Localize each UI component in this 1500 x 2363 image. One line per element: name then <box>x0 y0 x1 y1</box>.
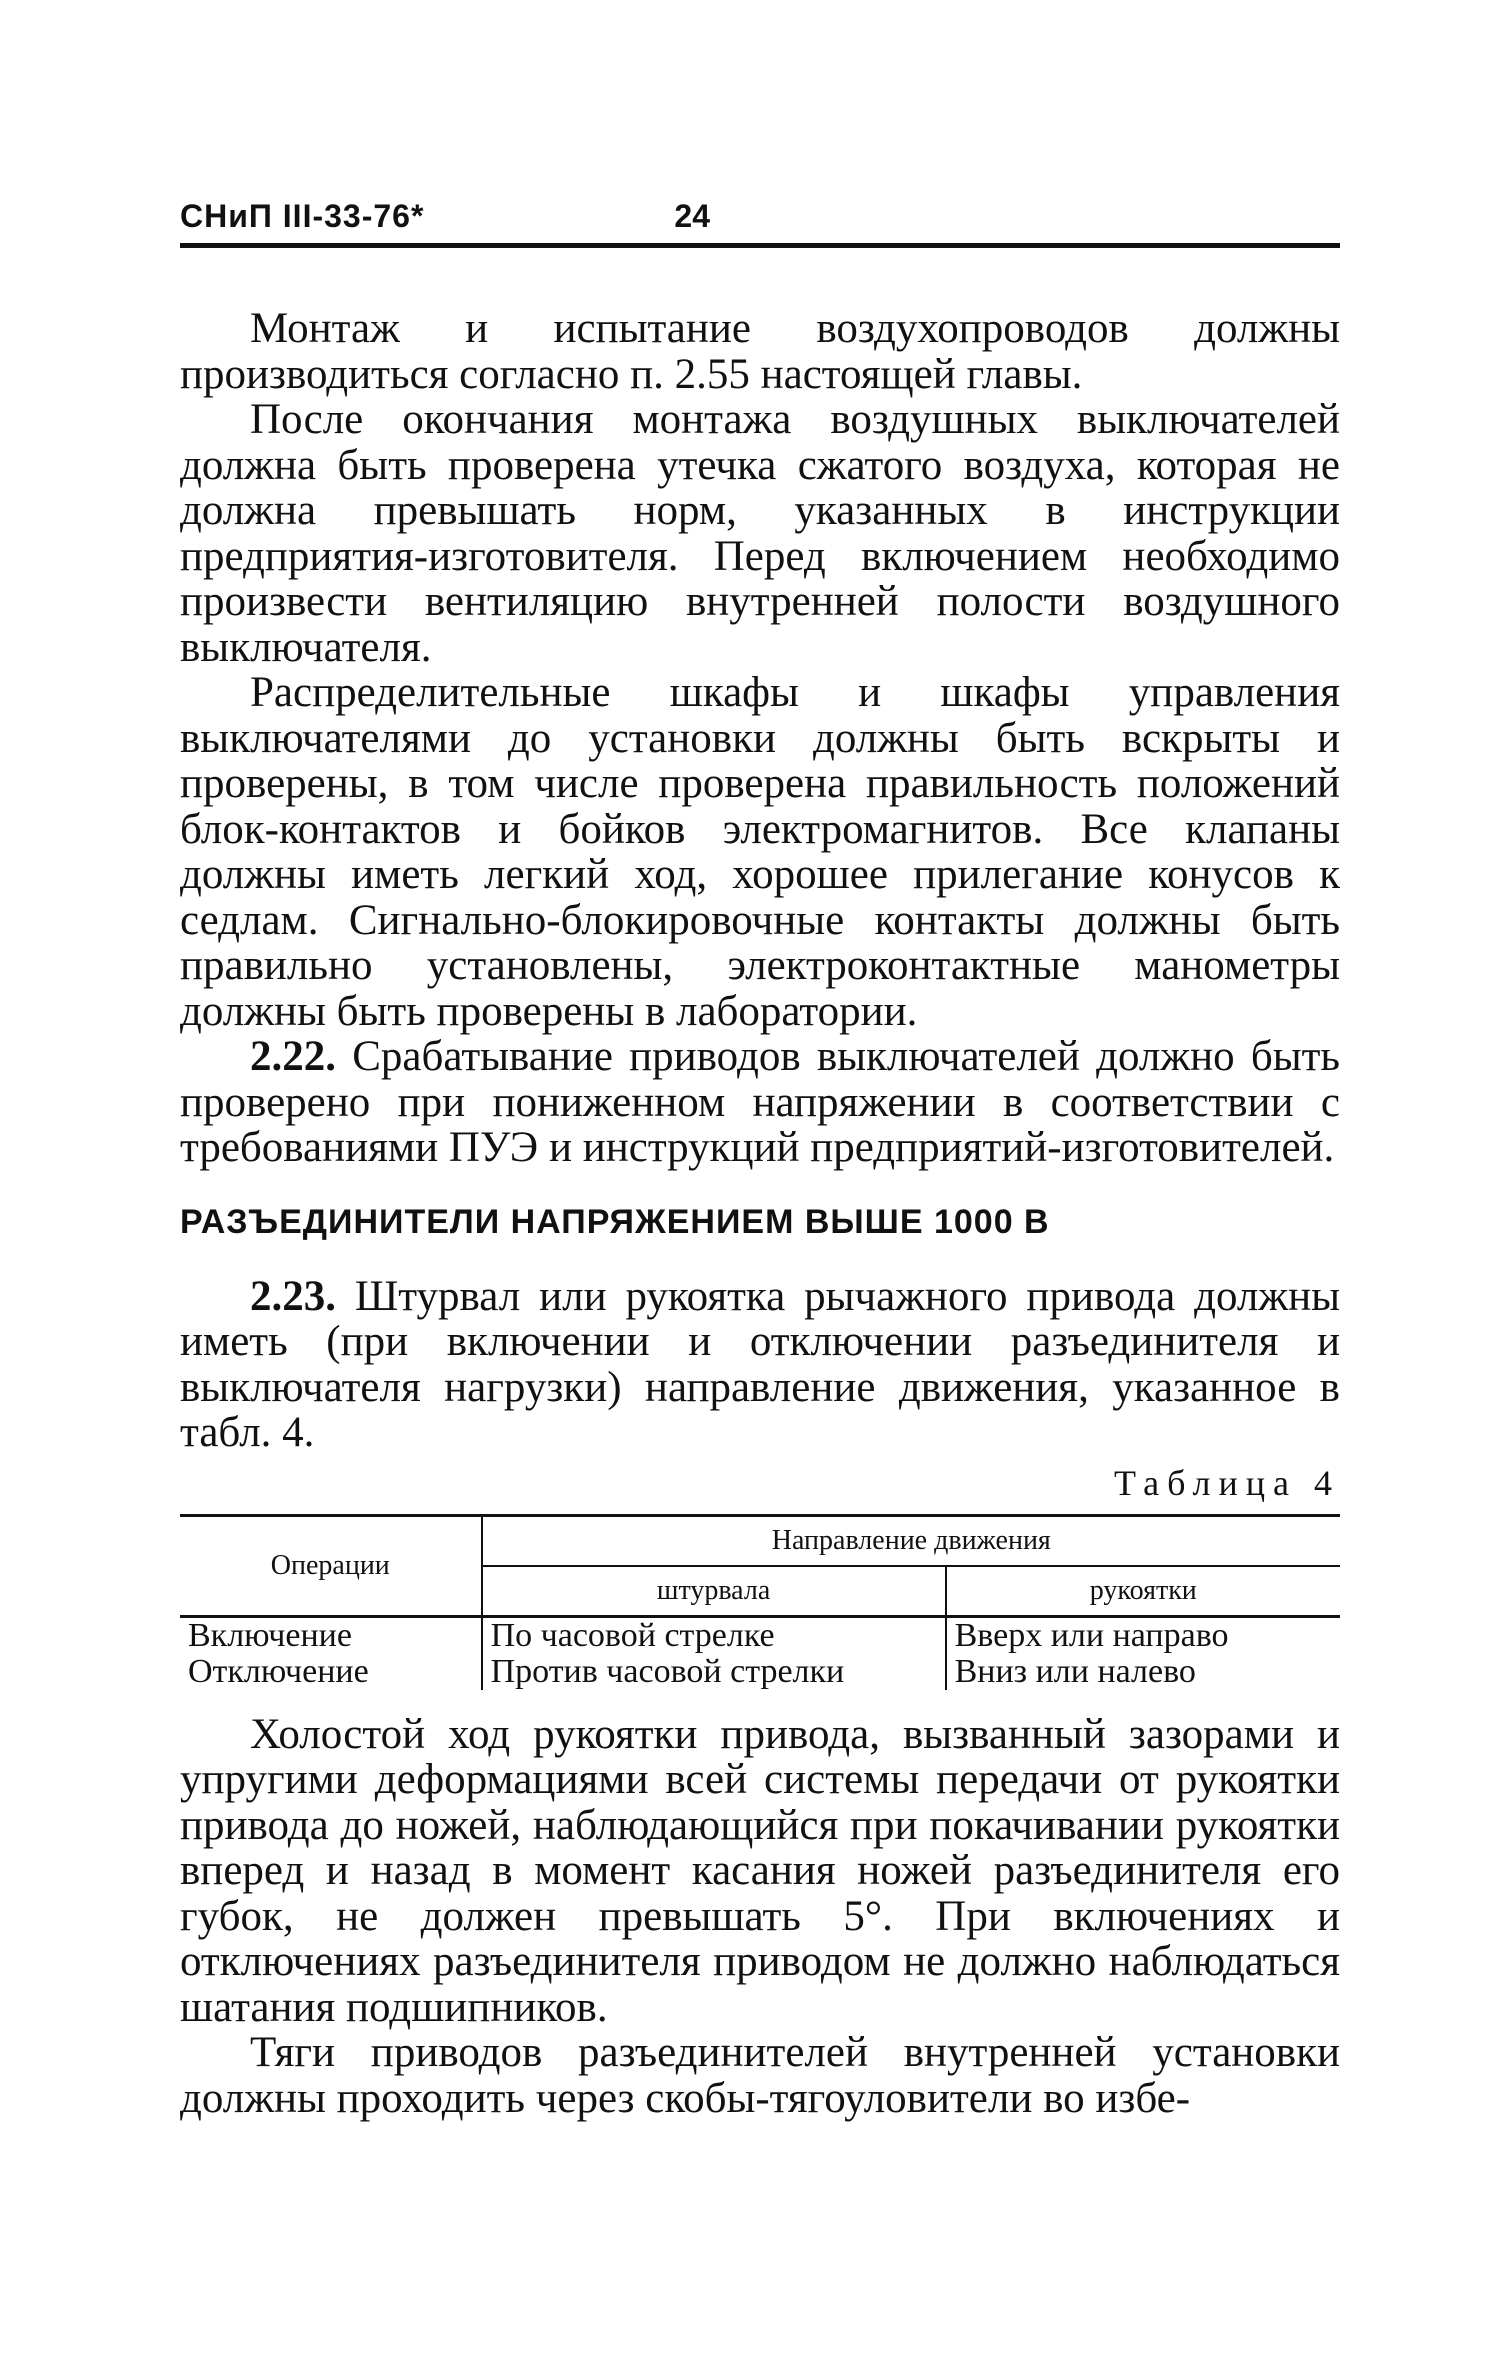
section-title: РАЗЪЕДИНИТЕЛИ НАПРЯЖЕНИЕМ ВЫШЕ 1000 В <box>180 1202 1050 1241</box>
paragraph <box>180 306 1340 397</box>
paragraph-text: Распределительные шкафы и шкафы управления выключателями до установки должны быть вскрыты и проверены, в том числе проверена правильность положений блок-контактов и бойков электромагнитов. Все клапаны должны иметь легкий ход, хорошее прилегание конусов к седлам. Сигнально-блокировочные контакты должны быть правильно установлены, электроконтактные манометры должны быть проверены в лаборатории. <box>180 669 1340 1035</box>
paragraph: Тяги приводов разъединителей внутренней установки должны проходить через скобы-тягоуловители во избе- <box>180 2029 1340 2122</box>
paragraph-text: Срабатывание приводов выключателей должно быть проверено при пониженном напряжении в соответствии с требованиями ПУЭ и инструкций предприятий-изготовителей. <box>180 1033 1340 1171</box>
paragraph <box>180 1034 1340 1171</box>
table-row <box>180 1654 1340 1690</box>
header-direction: Направление движения <box>482 1515 1340 1566</box>
paragraph-text: Штурвал или рукоятка рычажного привода должны иметь (при включении и отключении разъединителя и выключателя нагрузки) направление движения, указанное в табл. 4. <box>180 1272 1340 1456</box>
direction-table <box>180 1514 1340 1690</box>
paragraph-text: После окончания монтажа воздушных выключателей должна быть проверена утечка сжатого воздуха, которая не должна превышать норм, указанных в инструкции предприятия-изготовителя. Перед включением необходимо произвести вентиляцию внутренней полости воздушного выключателя. <box>180 396 1340 671</box>
document-code: СНиП III-33-76* <box>180 198 425 234</box>
clause-number: 2.22. <box>250 1033 336 1080</box>
page-header <box>180 185 1340 235</box>
paragraph <box>180 397 1340 670</box>
paragraph <box>180 670 1340 1034</box>
cell-operation: Отключение <box>188 1652 369 1690</box>
header-handle: рукоятки <box>946 1566 1340 1617</box>
page-number: 24 <box>674 198 710 234</box>
cell-wheel: Против часовой стрелки <box>482 1654 946 1690</box>
cell-wheel: По часовой стрелке <box>482 1616 946 1654</box>
table-caption: Таблица 4 <box>1114 1462 1340 1503</box>
header-wheel: штурвала <box>482 1566 946 1617</box>
paragraph: Холостой ход рукоятки привода, вызванный зазорами и упругими деформациями всей системы передачи от рукоятки привода до ножей, наблюдающийся при покачивании рукоятки вперед и назад в момент касания ножей разъединителя его губок, не должен превышать 5°. При включениях и отключениях разъединителя приводом не должно наблюдаться шатания подшипников. <box>180 1710 1340 2031</box>
paragraph <box>180 1274 1340 1456</box>
paragraph-text: Монтаж и испытание воздухопроводов должны производиться согласно п. 2.55 настоящей главы. <box>180 305 1340 398</box>
header-operations: Операции <box>270 1549 390 1581</box>
cell-handle: Вверх или направо <box>946 1616 1340 1654</box>
cell-handle: Вниз или налево <box>946 1654 1340 1690</box>
document-page <box>180 185 1340 2121</box>
clause-number: 2.23. <box>250 1272 336 1320</box>
cell-operation: Включение <box>188 1616 352 1654</box>
header-rule <box>180 243 1340 248</box>
table-row <box>180 1616 1340 1654</box>
